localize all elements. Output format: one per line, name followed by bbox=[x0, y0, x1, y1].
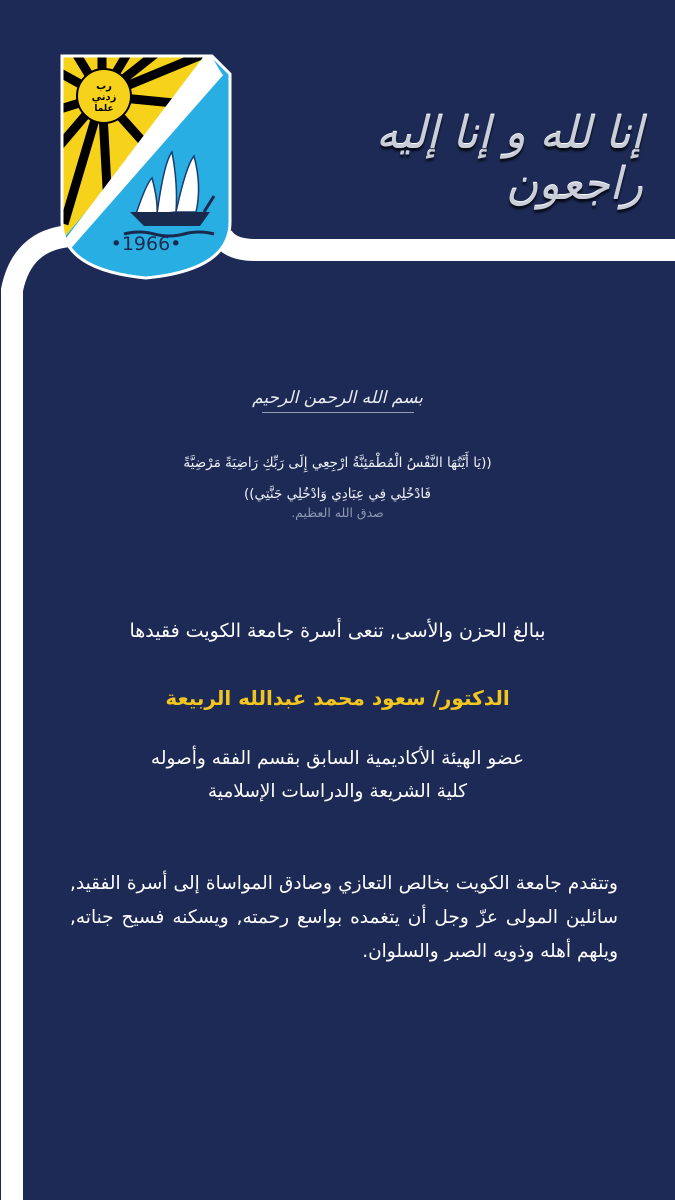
logo-motto-2: زدني bbox=[91, 92, 117, 103]
basmala: بسم الله الرحمن الرحيم bbox=[252, 388, 423, 408]
quran-verse bbox=[40, 448, 635, 510]
university-logo bbox=[54, 44, 238, 282]
basmala-underline bbox=[262, 412, 414, 413]
deceased-description bbox=[40, 742, 635, 808]
logo-motto-1: رب bbox=[96, 81, 112, 92]
description-line-1: عضو الهيئة الأكاديمية السابق بقسم الفقه وأصوله bbox=[150, 748, 525, 769]
header-calligraphy: إنا لله و إنا إليه راجعون bbox=[375, 108, 643, 210]
logo-motto-3: علما bbox=[94, 104, 114, 114]
deceased-name: الدكتور/ سعود محمد عبدالله الربيعة bbox=[165, 686, 510, 710]
logo-year: •1966• bbox=[110, 233, 182, 255]
description-line-2: كلية الشريعة والدراسات الإسلامية bbox=[207, 781, 468, 802]
verse-line-2: فَادْخُلِي فِي عِبَادِي وَادْخُلِي جَنَّتِي)) bbox=[244, 486, 431, 502]
announcement-intro: ببالغ الحزن والأسى, تنعى أسرة جامعة الكويت فقيدها bbox=[129, 620, 546, 642]
verse-closing: صدق الله العظيم. bbox=[291, 505, 384, 520]
verse-line-1: ((يَا أَيَّتُهَا النَّفْسُ الْمُطْمَئِنَّةُ ارْجِعِي إِلَى رَبِّكِ رَاضِيَةً مَرْضِيَّةً bbox=[183, 455, 492, 471]
condolence-paragraph: وتتقدم جامعة الكويت بخالص التعازي وصادق المواساة إلى أسرة الفقيد, سائلين المولى عزّ وجل أن يتغمده بواسع رحمته, ويسكنه فسيح جناته, ويلهم أهله وذويه الصبر والسلوان. bbox=[70, 873, 618, 962]
